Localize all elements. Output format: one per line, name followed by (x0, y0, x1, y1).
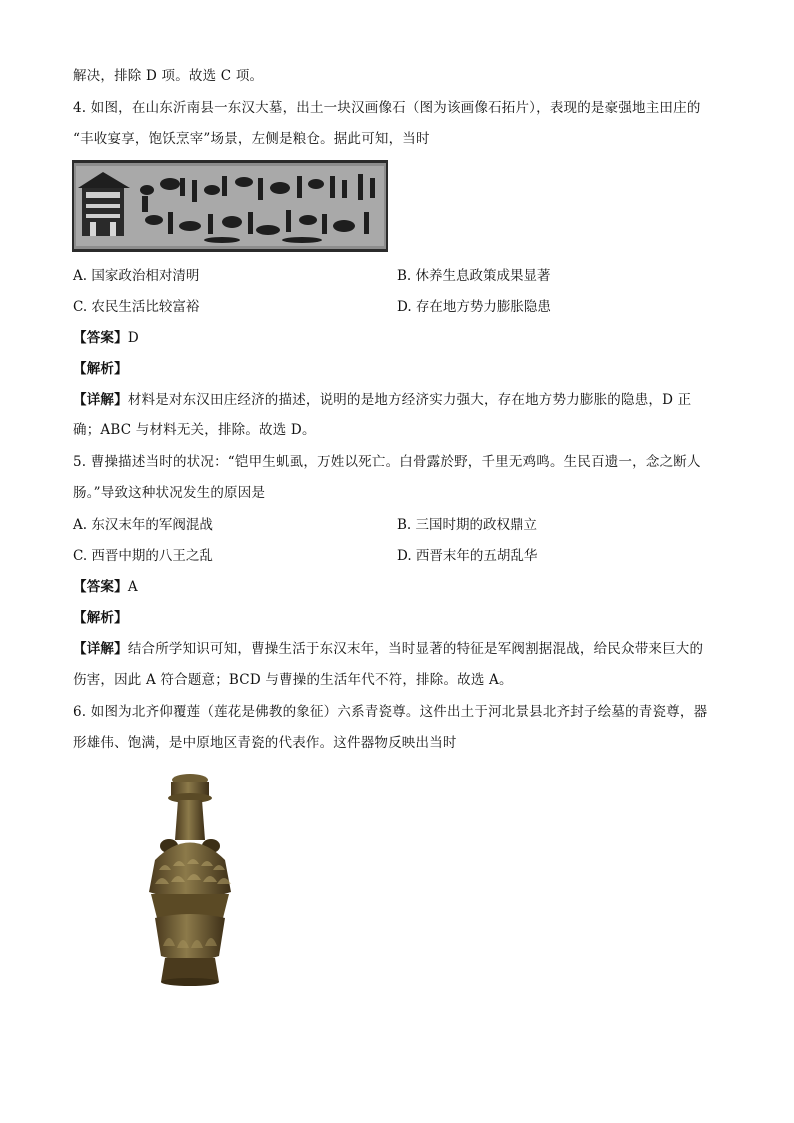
celadon-lotus-vessel-image (133, 770, 245, 988)
q4-option-d: D. 存在地方势力膨胀隐患 (397, 299, 551, 315)
answer-tag: 【答案】 (73, 579, 128, 595)
detail-tag: 【详解】 (73, 392, 128, 408)
detail-text: 结合所学知识可知，曹操生活于东汉末年，当时显著的特征是军阀割据混战，给民众带来巨大的 (127, 641, 704, 657)
text-line: 解决，排除 D 项。故选 C 项。 (73, 68, 264, 84)
q4-option-b: B. 休养生息政策成果显著 (397, 268, 551, 284)
detail-text: 材料是对东汉田庄经济的描述，说明的是地方经济实力强大，存在地方势力膨胀的隐患，D 正 (127, 392, 692, 408)
q4-answer (73, 328, 139, 348)
q5-option-c: C. 西晋中期的八王之乱 (73, 548, 213, 564)
question-4-stem-cont: “丰收宴享，饱饫烹宰”场景，左侧是粮仓。据此可知，当时 (73, 131, 430, 147)
question-6-stem-cont: 形雄伟、饱满，是中原地区青瓷的代表作。这件器物反映出当时 (73, 735, 457, 751)
q5-detail-cont: 伤害，因此 A 符合题意；BCD 与曹操的生活年代不符，排除。故选 A。 (73, 672, 513, 688)
q4-detail (73, 390, 691, 410)
q5-option-a: A. 东汉末年的军阀混战 (73, 517, 213, 533)
question-5-stem-cont: 肠。”导致这种状况发生的原因是 (73, 485, 266, 501)
q4-option-a: A. 国家政治相对清明 (73, 268, 200, 284)
q5-option-d: D. 西晋末年的五胡乱华 (397, 548, 538, 564)
q5-analysis-tag (73, 608, 128, 628)
q5-option-b: B. 三国时期的政权鼎立 (397, 517, 538, 533)
question-6-stem: 6. 如图为北齐仰覆莲（莲花是佛教的象征）六系青瓷尊。这件出土于河北景县北齐封子绘墓的青瓷尊，器 (73, 704, 708, 720)
q4-detail-cont: 确；ABC 与材料无关，排除。故选 D。 (73, 422, 316, 438)
detail-tag: 【详解】 (73, 641, 128, 657)
answer-tag: 【答案】 (73, 330, 128, 346)
analysis-tag: 【解析】 (73, 610, 128, 626)
answer-value: A (127, 579, 138, 595)
q5-detail (73, 639, 703, 659)
analysis-tag: 【解析】 (73, 361, 128, 377)
q5-answer (73, 577, 138, 597)
answer-value: D (127, 330, 139, 346)
q4-option-c: C. 农民生活比较富裕 (73, 299, 200, 315)
question-4-stem: 4. 如图，在山东沂南县一东汉大墓，出土一块汉画像石（图为该画像石拓片），表现的是豪强地主田庄的 (73, 100, 701, 116)
q4-analysis-tag (73, 359, 128, 379)
question-5-stem: 5. 曹操描述当时的状况：“铠甲生虮虱，万姓以死亡。白骨露於野，千里无鸡鸣。生民百遗一，念之断人 (73, 454, 701, 470)
han-stone-relief-rubbing-image (72, 160, 388, 252)
